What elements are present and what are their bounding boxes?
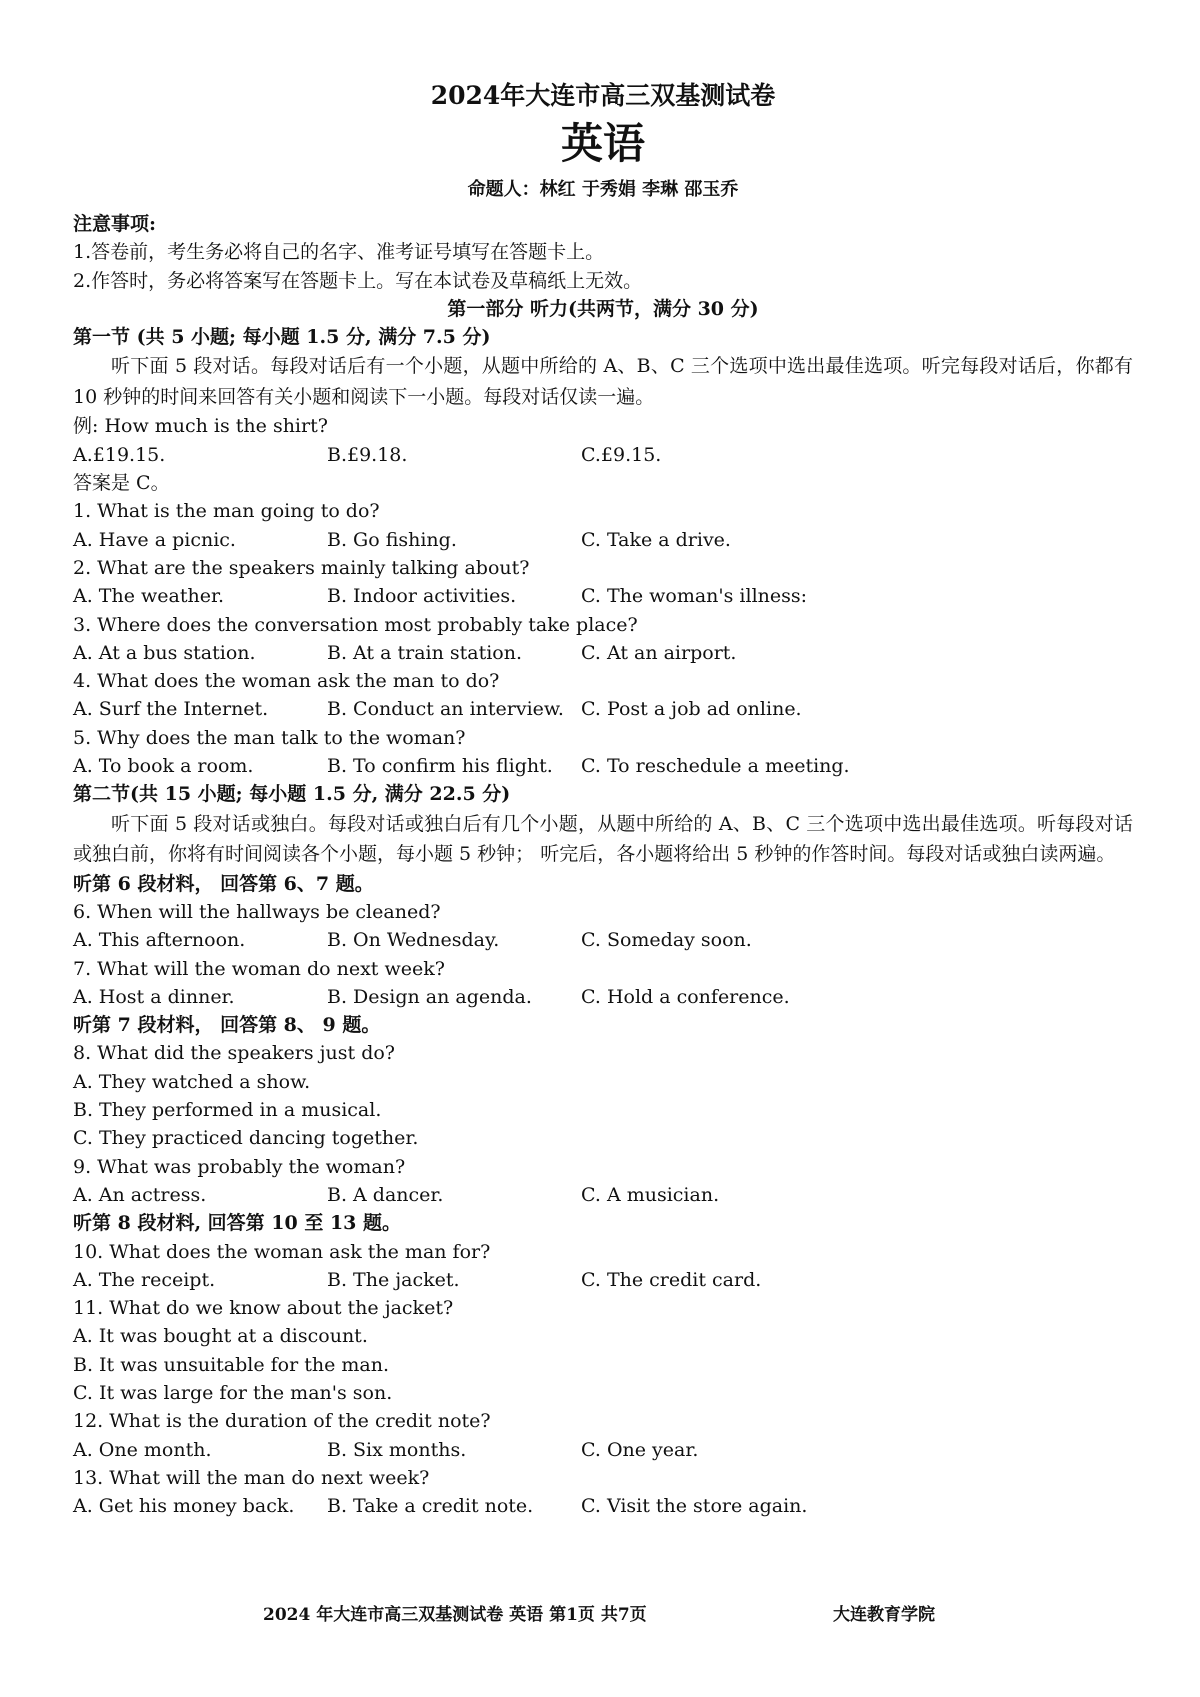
option-c: C. Someday soon. [581,929,752,952]
example-answer: 答案是 C。 [73,472,170,495]
option-a: A. One month. [73,1438,212,1461]
example-question: 例: How much is the shirt? [73,415,328,438]
options [73,695,1133,723]
question: 11. What do we know about the jacket? [73,1297,454,1320]
option-b: B. To confirm his flight. [327,755,553,778]
option-c: C. Post a job ad online. [581,698,802,721]
authors-line: 命题人：林红 于秀娟 李琳 邵玉乔 [467,179,739,200]
question: 13. What will the man do next week? [73,1466,430,1489]
option-b: B. Design an agenda. [327,985,532,1008]
option-c: C. To reschedule a meeting. [581,755,850,778]
option-c: C. Hold a conference. [581,985,790,1008]
question: 8. What did the speakers just do? [73,1042,395,1065]
option-a: A. The receipt. [73,1268,216,1291]
option-c: C. The credit card. [581,1268,762,1291]
notice-item: 2.作答时，务必将答案写在答题卡上。写在本试卷及草稿纸上无效。 [73,269,643,292]
option-b: B. On Wednesday. [327,929,500,952]
option-c: C. A musician. [581,1183,720,1206]
options [73,1492,1133,1520]
subject-title: 英语 [560,119,645,168]
option-a: A. At a bus station. [73,641,256,664]
option-c: C. Visit the store again. [581,1495,808,1518]
option-c: C. They practiced dancing together. [73,1127,419,1150]
question: 1. What is the man going to do? [73,500,380,523]
exam-page [73,70,1133,1520]
notice-heading: 注意事项: [73,213,157,235]
option-c: C. Take a drive. [581,528,731,551]
option-a: A. Get his money back. [73,1495,295,1518]
options [73,926,1133,954]
option-b: B. Indoor activities. [327,585,517,608]
options [73,1436,1133,1464]
question: 5. Why does the man talk to the woman? [73,726,466,749]
option-a: A. An actress. [73,1183,207,1206]
section1-instructions: 听下面 5 段对话。每段对话后有一个小题，从题中所给的 A、B、C 三个选项中选出最佳选项。听完每段对话后，你都有 10 秒钟的时间来回答有关小题和阅读下一小题。每段对话仅读一遍。 [73,355,1133,408]
part1-heading: 第一部分 听力(共两节，满分 30 分) [447,297,759,320]
options [73,1266,1133,1294]
section2-heading: 第二节(共 15 小题; 每小题 1.5 分, 满分 22.5 分) [73,783,511,806]
question: 4. What does the woman ask the man to do? [73,670,500,693]
option-a: A. This afternoon. [73,929,246,952]
option-b: B. A dancer. [327,1183,444,1206]
option-b: B.£9.18. [327,443,408,466]
material-heading: 听第 8 段材料, 回答第 10 至 13 题。 [73,1212,402,1235]
page-footer [0,1600,1200,1630]
option-b: B. Conduct an interview. [327,698,564,721]
section2-instructions: 听下面 5 段对话或独白。每段对话或独白后有几个小题，从题中所给的 A、B、C 三个选项中选出最佳选项。听每段对话或独白前，你将有时间阅读各个小题，每小题 5 秒钟； 听完后，各小题将给出 5 秒钟的作答时间。每段对话或独白读两遍。 [73,812,1133,866]
option-a: A. It was bought at a discount. [73,1325,368,1348]
option-a: A. The weather. [73,585,224,608]
option-b: B. Six months. [327,1438,467,1461]
question: 2. What are the speakers mainly talking about? [73,556,530,579]
option-b: B. Go fishing. [327,528,457,551]
option-a: A. Surf the Internet. [73,698,269,721]
option-a: A. They watched a show. [73,1070,311,1093]
options [73,639,1133,667]
question: 10. What does the woman ask the man for? [73,1240,491,1263]
option-b: B. The jacket. [327,1268,460,1291]
footer-left: 2024 年大连市高三双基测试卷 英语 第1页 共7页 [263,1605,647,1625]
options [73,983,1133,1011]
question: 3. Where does the conversation most probably take place? [73,613,638,636]
example-options [73,441,1133,469]
exam-title: 2024年大连市高三双基测试卷 [430,81,776,110]
question: 12. What is the duration of the credit note? [73,1410,491,1433]
question: 7. What will the woman do next week? [73,957,445,980]
option-c: C. The woman's illness: [581,585,808,608]
option-b: B. They performed in a musical. [73,1099,382,1122]
option-c: C. It was large for the man's son. [73,1381,393,1404]
option-b: B. At a train station. [327,641,523,664]
material-heading: 听第 6 段材料， 回答第 6、7 题。 [73,872,374,895]
options [73,526,1133,554]
option-c: C. At an airport. [581,641,737,664]
option-a: A. To book a room. [73,755,254,778]
question: 6. When will the hallways be cleaned? [73,900,441,923]
footer-right: 大连教育学院 [833,1605,935,1625]
options [73,582,1133,610]
option-c: C. One year. [581,1438,699,1461]
option-b: B. It was unsuitable for the man. [73,1353,389,1376]
option-b: B. Take a credit note. [327,1495,534,1518]
notice-item: 1.答卷前，考生务必将自己的名字、准考证号填写在答题卡上。 [73,241,605,264]
option-c: C.£9.15. [581,443,662,466]
section1-heading: 第一节 (共 5 小题; 每小题 1.5 分, 满分 7.5 分) [73,326,491,349]
option-a: A. Have a picnic. [73,528,236,551]
options [73,1181,1133,1209]
option-a: A. Host a dinner. [73,985,235,1008]
option-a: A.£19.15. [73,443,166,466]
question: 9. What was probably the woman? [73,1155,406,1178]
options [73,752,1133,780]
material-heading: 听第 7 段材料， 回答第 8、 9 题。 [73,1014,381,1037]
